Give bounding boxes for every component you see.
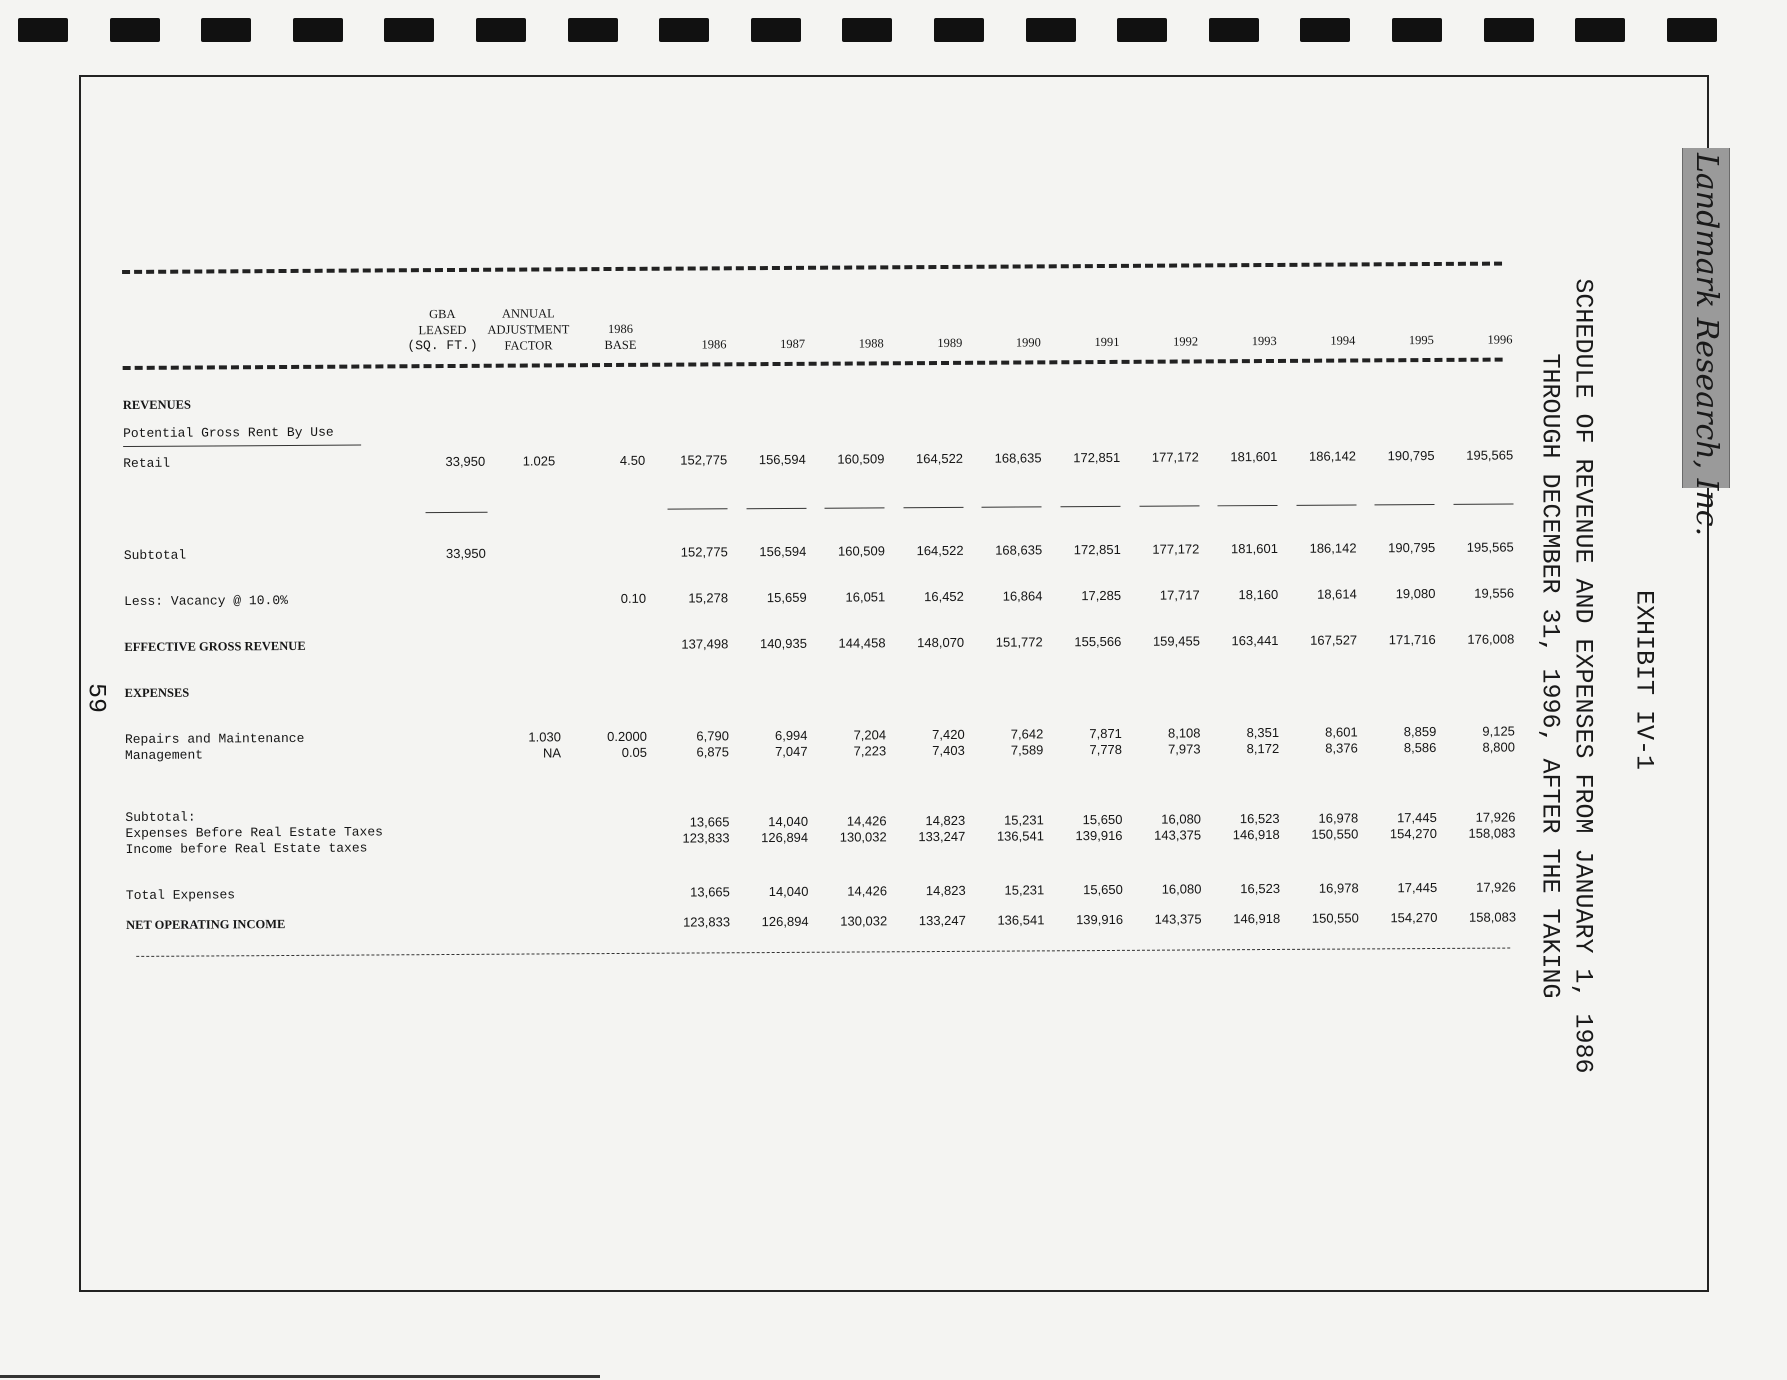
cell-noi: 150,550 [1311,910,1359,926]
cell-subtotal: 195,565 [1466,539,1514,555]
cell-total-exp: 14,040 [768,883,809,900]
cell-repairs: 8,601 [1325,724,1358,740]
cell-total-exp: 16,080 [1161,881,1202,897]
header-gba-line2: LEASED [418,322,467,338]
cell-total-exp: 15,650 [1083,881,1123,898]
header-adjustment [478,305,578,354]
cell-management: 8,172 [1246,740,1280,757]
cell-repairs: 6,790 [696,728,729,744]
cell-inc-before: 123,833 [682,830,730,846]
row-total-exp-label: Total Expenses [125,887,236,903]
header-year: 1991 [1094,334,1120,350]
cell-total-exp: 14,426 [847,883,888,899]
row-management-label: Management [124,747,204,763]
cell-egr: 171,716 [1388,631,1436,648]
subtotal-rule [668,508,728,509]
cell-management: 7,973 [1167,741,1201,757]
cell-egr: 148,070 [917,634,965,651]
perforation-hole [1392,18,1442,42]
cell-noi: 133,247 [918,912,966,929]
perforation-hole [1575,18,1625,42]
revenue-expense-table [122,254,1517,1062]
cell-total-exp: 17,445 [1397,879,1438,896]
header-gba-line1: GBA [429,306,456,322]
perforation-hole [1026,18,1076,42]
cell-repairs: 7,871 [1089,725,1122,742]
subtotal-rule [825,507,885,508]
cell-egr: 167,527 [1310,632,1358,648]
cell-retail: 195,565 [1466,447,1514,463]
cell-noi: 126,894 [761,913,809,930]
cell-vacancy: 18,160 [1238,586,1279,603]
row-retail-label: Retail [123,455,171,471]
subtotal-rule [1454,504,1514,505]
cell-noi: 123,833 [682,914,731,930]
cell-retail: 172,851 [1073,449,1121,466]
cell-subtotal: 160,509 [837,543,886,559]
schedule-title-line1: SCHEDULE OF REVENUE AND EXPENSES FROM JANUARY 1, 1986 [1568,278,1598,1074]
cell-exp-before: 16,080 [1161,811,1202,827]
potential-underline [123,445,361,447]
perforation-hole [1667,18,1717,42]
perforation-hole [1300,18,1350,42]
section-expenses: EXPENSES [124,685,190,700]
cell-retail: 164,522 [915,450,964,467]
cell-total-exp: 17,926 [1476,879,1516,895]
bottom-edge-rule [0,1375,600,1378]
row-noi-label: NET OPERATING INCOME [126,917,286,932]
cell-retail: 168,635 [994,450,1042,466]
cell-inc-before: 136,541 [996,828,1044,844]
logo-text: Landmark Research, Inc. [1689,153,1724,537]
cell-egr: 163,441 [1231,632,1279,649]
header-adj-line1: ANNUAL [501,306,555,321]
cell-vacancy: 15,278 [688,590,729,606]
cell-inc-before: 158,083 [1468,825,1516,841]
cell-exp-before: 15,231 [1004,812,1044,828]
cell-management: 7,223 [853,743,887,759]
cell-noi: 130,032 [840,913,888,929]
subtotal-rule [1375,504,1435,505]
repairs-adj: 1.030 [528,729,561,745]
subtotal-gba: 33,950 [445,545,486,562]
perforation-hole [751,18,801,42]
subtotal-rule [903,507,963,508]
cell-exp-before: 14,823 [925,812,966,829]
cell-subtotal: 177,172 [1152,541,1200,557]
cell-retail: 190,795 [1387,447,1435,464]
management-base: 0.05 [621,744,648,760]
cell-management: 7,403 [932,742,965,759]
section-potential-gross-rent: Potential Gross Rent By Use [123,424,334,441]
cell-subtotal: 152,775 [680,544,728,560]
cell-egr: 159,455 [1152,633,1200,649]
top-dashed-rule [122,262,1502,274]
cell-repairs: 9,125 [1482,723,1515,739]
cell-vacancy: 19,080 [1395,585,1436,602]
cell-exp-before: 14,426 [846,813,887,829]
cell-total-exp: 15,231 [1004,882,1045,898]
header-year: 1992 [1173,334,1199,349]
management-adj: NA [542,745,562,761]
header-base [590,321,650,353]
cell-vacancy: 18,614 [1317,586,1357,602]
cell-total-exp: 16,978 [1318,880,1359,896]
cell-management: 8,376 [1325,740,1358,756]
subtotal-rule [982,506,1042,507]
cell-inc-before: 143,375 [1154,827,1202,843]
binder-perforation-strip [0,18,1787,44]
perforation-hole [934,18,984,42]
cell-retail: 156,594 [758,451,806,468]
section-revenues: REVENUES [122,397,191,412]
cell-noi: 143,375 [1154,911,1202,927]
row-subtotal-label: Subtotal [123,547,187,563]
cell-subtotal: 168,635 [995,542,1043,558]
cell-subtotal: 190,795 [1388,539,1436,556]
exhibit-title: EXHIBIT IV-1 [1629,589,1659,771]
header-year: 1995 [1408,332,1434,348]
cell-exp-before: 17,926 [1475,809,1516,825]
retail-adj: 1.025 [522,453,556,469]
perforation-hole [1209,18,1259,42]
perforation-hole [1484,18,1534,42]
perforation-hole [384,18,434,42]
cell-repairs: 8,351 [1246,724,1280,741]
cell-inc-before: 133,247 [918,828,966,845]
cell-repairs: 7,642 [1010,726,1044,742]
cell-vacancy: 19,556 [1474,585,1515,601]
perforation-hole [110,18,160,42]
perforation-hole [1117,18,1167,42]
perforation-hole [201,18,251,42]
cell-subtotal: 186,142 [1309,540,1357,556]
perforation-hole [842,18,892,42]
cell-noi: 136,541 [997,912,1045,928]
cell-exp-before: 16,978 [1318,810,1359,826]
cell-management: 7,047 [775,743,808,760]
company-logo [1682,148,1730,537]
perforation-hole [293,18,343,42]
cell-exp-before: 17,445 [1396,809,1437,826]
cell-subtotal: 181,601 [1230,540,1279,557]
cell-vacancy: 16,864 [1002,588,1043,604]
row-inc-before-label: Income before Real Estate taxes [125,840,368,857]
cell-egr: 140,935 [759,635,807,652]
header-year: 1993 [1251,333,1277,349]
cell-inc-before: 154,270 [1389,825,1437,842]
gba-subtotal-rule [426,512,488,513]
cell-subtotal: 164,522 [916,542,964,559]
cell-egr: 151,772 [995,634,1043,650]
cell-vacancy: 16,452 [924,588,964,605]
cell-vacancy: 15,659 [766,589,807,606]
cell-management: 8,800 [1482,739,1516,755]
cell-retail: 177,172 [1151,449,1199,465]
cell-repairs: 7,204 [853,727,887,743]
subtotal-rule [746,508,806,509]
cell-management: 8,586 [1403,739,1437,756]
cell-retail: 181,601 [1230,448,1278,465]
cell-egr: 155,566 [1074,633,1122,650]
repairs-base: 0.2000 [607,728,647,745]
cell-exp-before: 16,523 [1239,810,1280,827]
header-dashed-rule [123,358,1503,370]
cell-retail: 152,775 [680,452,728,468]
cell-retail: 186,142 [1308,448,1357,464]
cell-inc-before: 126,894 [761,829,809,846]
cell-retail: 160,509 [837,451,885,467]
header-year: 1987 [780,336,806,351]
cell-exp-before: 15,650 [1082,811,1123,828]
cell-exp-before: 13,665 [689,814,730,830]
header-year: 1989 [937,335,963,351]
row-repairs-label: Repairs and Maintenance [124,730,305,747]
cell-management: 6,875 [696,744,730,760]
cell-vacancy: 17,285 [1081,587,1122,604]
header-year: 1994 [1330,333,1356,348]
cell-exp-before: 14,040 [768,813,809,830]
cell-management: 7,778 [1089,741,1123,758]
subtotal-rule [1061,506,1121,507]
subtotal-rule [1296,504,1356,505]
cell-subtotal: 172,851 [1073,541,1121,558]
cell-egr: 176,008 [1467,631,1515,647]
cell-repairs: 7,420 [932,726,965,743]
cell-subtotal: 156,594 [759,543,807,560]
subtotal-rule [1139,505,1199,506]
bottom-rule [136,948,1510,957]
header-year: 1996 [1487,332,1513,347]
perforation-hole [659,18,709,42]
cell-inc-before: 139,916 [1075,827,1123,844]
row-egr-label: EFFECTIVE GROSS REVENUE [124,638,306,654]
perforation-hole [568,18,618,42]
header-adj-line3: FACTOR [504,338,553,353]
cell-noi: 154,270 [1390,909,1438,926]
cell-noi: 158,083 [1468,909,1517,925]
cell-repairs: 8,108 [1167,725,1201,741]
header-year: 1988 [858,336,884,351]
header-gba-line3: (SQ. FT.) [407,337,478,354]
row-exp-before-label: Expenses Before Real Estate Taxes [125,824,383,841]
cell-repairs: 6,994 [774,727,808,744]
header-base-line2: BASE [604,337,637,353]
header-base-line1: 1986 [607,321,633,337]
schedule-title-line2: THROUGH DECEMBER 31, 1996, AFTER THE TAKING [1535,353,1565,999]
cell-inc-before: 146,918 [1232,826,1280,843]
cell-repairs: 8,859 [1403,723,1437,740]
subtotal-rule [1218,505,1278,506]
row-subtotal2-label: Subtotal: [125,809,196,825]
cell-total-exp: 13,665 [690,884,730,900]
cell-vacancy: 16,051 [845,589,886,605]
cell-management: 7,589 [1010,742,1044,758]
cell-vacancy: 17,717 [1159,587,1200,603]
retail-base: 4.50 [619,452,646,468]
header-year: 1990 [1015,335,1041,350]
cell-egr: 137,498 [681,636,729,652]
retail-gba: 33,950 [445,453,486,470]
cell-noi: 146,918 [1233,910,1281,927]
perforation-hole [476,18,526,42]
header-adj-line2: ADJUSTMENT [487,322,570,337]
cell-egr: 144,458 [838,635,886,651]
perforation-hole [18,18,68,42]
header-gba [402,306,482,354]
cell-total-exp: 16,523 [1240,880,1281,897]
page-number: 59 [81,682,111,714]
cell-noi: 139,916 [1075,911,1124,928]
cell-inc-before: 150,550 [1311,826,1359,842]
cell-total-exp: 14,823 [925,882,966,899]
cell-inc-before: 130,032 [839,829,887,845]
vacancy-base: 0.10 [620,590,647,606]
header-year: 1986 [701,337,727,352]
row-vacancy-label: Less: Vacancy @ 10.0% [124,592,288,609]
